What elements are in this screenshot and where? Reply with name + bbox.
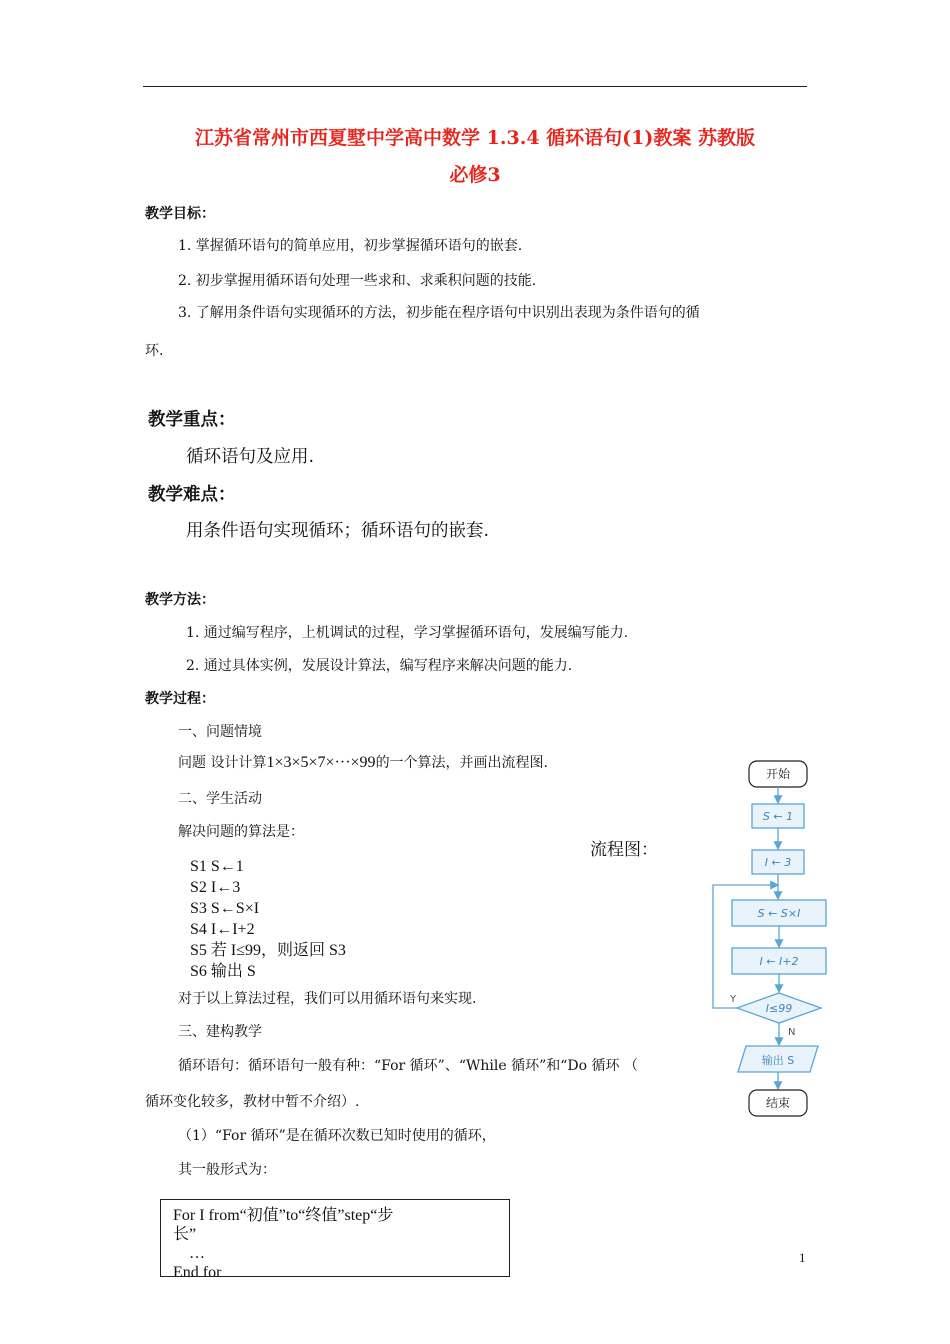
code-line: … [189,1245,205,1262]
flow-start-text: 开始 [765,767,791,781]
problem-prefix: 问题 设计计算 [178,755,267,771]
flow-end-text: 结束 [765,1096,791,1110]
algo-step: S1 S←1 [190,858,244,875]
page-number: 1 [799,1250,806,1265]
difficulties-text: 用条件语句实现循环；循环语句的嵌套. [186,521,490,541]
flowchart [700,755,835,1125]
problem-statement [178,752,548,772]
flow-yes-label: Y [730,994,737,1005]
goal-item: 2. 初步掌握用循环语句处理一些求和、求乘积问题的技能. [178,273,537,289]
section-student-activity: 二、学生活动 [178,791,262,807]
code-line: End for [173,1264,222,1277]
doc-title-line1: 江苏省常州市西夏墅中学高中数学 1.3.4 循环语句(1)教案 苏教版 [195,127,755,149]
algo-step: S5 若 I≤99，则返回 S3 [190,942,346,959]
method-item: 2. 通过具体实例，发展设计算法，编写程序来解决问题的能力. [186,658,573,674]
difficulties-heading: 教学难点： [148,485,236,505]
loop-intro-continued: 循环变化较多，教材中暂不介绍）. [145,1094,360,1110]
algo-step: S6 输出 S [190,963,256,980]
section-construct-teaching: 三、建构教学 [178,1024,262,1040]
algo-step: S4 I←I+2 [190,921,255,938]
algo-outro: 对于以上算法过程，我们可以用循环语句来实现. [178,991,477,1007]
general-form-label: 其一般形式为： [178,1162,276,1178]
algo-step: S2 I←3 [190,879,241,896]
flow-step-init-s-text: S ← 1 [762,810,794,823]
code-line: 长” [173,1226,197,1243]
section-problem-context: 一、问题情境 [178,724,262,740]
for-loop-description: （1）“For 循环”是在循环次数已知时使用的循环， [178,1128,496,1144]
flow-step-multiply-text: S ← S×I [757,907,801,920]
algo-intro: 解决问题的算法是： [178,824,304,840]
methods-heading: 教学方法： [145,592,215,608]
algo-step: S3 S←S×I [190,900,260,917]
problem-suffix: 的一个算法，并画出流程图. [375,755,549,771]
goals-heading: 教学目标： [145,206,215,222]
goal-item-continued: 环. [145,343,164,359]
process-heading: 教学过程： [145,691,215,707]
key-points-text: 循环语句及应用. [186,447,315,467]
goal-item: 3. 了解用条件语句实现循环的方法，初步能在程序语句中识别出表现为条件语句的循 [178,305,700,321]
flow-no-label: N [788,1027,796,1038]
flow-step-increment-text: I ← I+2 [759,955,799,968]
flow-decision-text: I≤99 [765,1002,793,1015]
flow-output-text: 输出 S [761,1054,795,1067]
code-line: For I from“初值”to“终值”step“步 [173,1207,394,1224]
top-rule [143,86,807,87]
method-item: 1. 通过编写程序，上机调试的过程，学习掌握循环语句，发展编写能力. [186,625,629,641]
flow-step-init-i-text: I ← 3 [764,856,792,869]
problem-formula: 1×3×5×7×···×99 [266,754,376,771]
flowchart-label: 流程图： [590,840,658,860]
key-points-heading: 教学重点： [148,410,236,430]
doc-title-line2: 必修3 [449,164,501,186]
goal-item: 1. 掌握循环语句的简单应用，初步掌握循环语句的嵌套. [178,238,523,254]
code-box [160,1199,510,1277]
loop-intro: 循环语句：循环语句一般有种：“For 循环”、“While 循环”和“Do 循环 （ [178,1058,638,1074]
algorithm-steps [190,856,346,982]
